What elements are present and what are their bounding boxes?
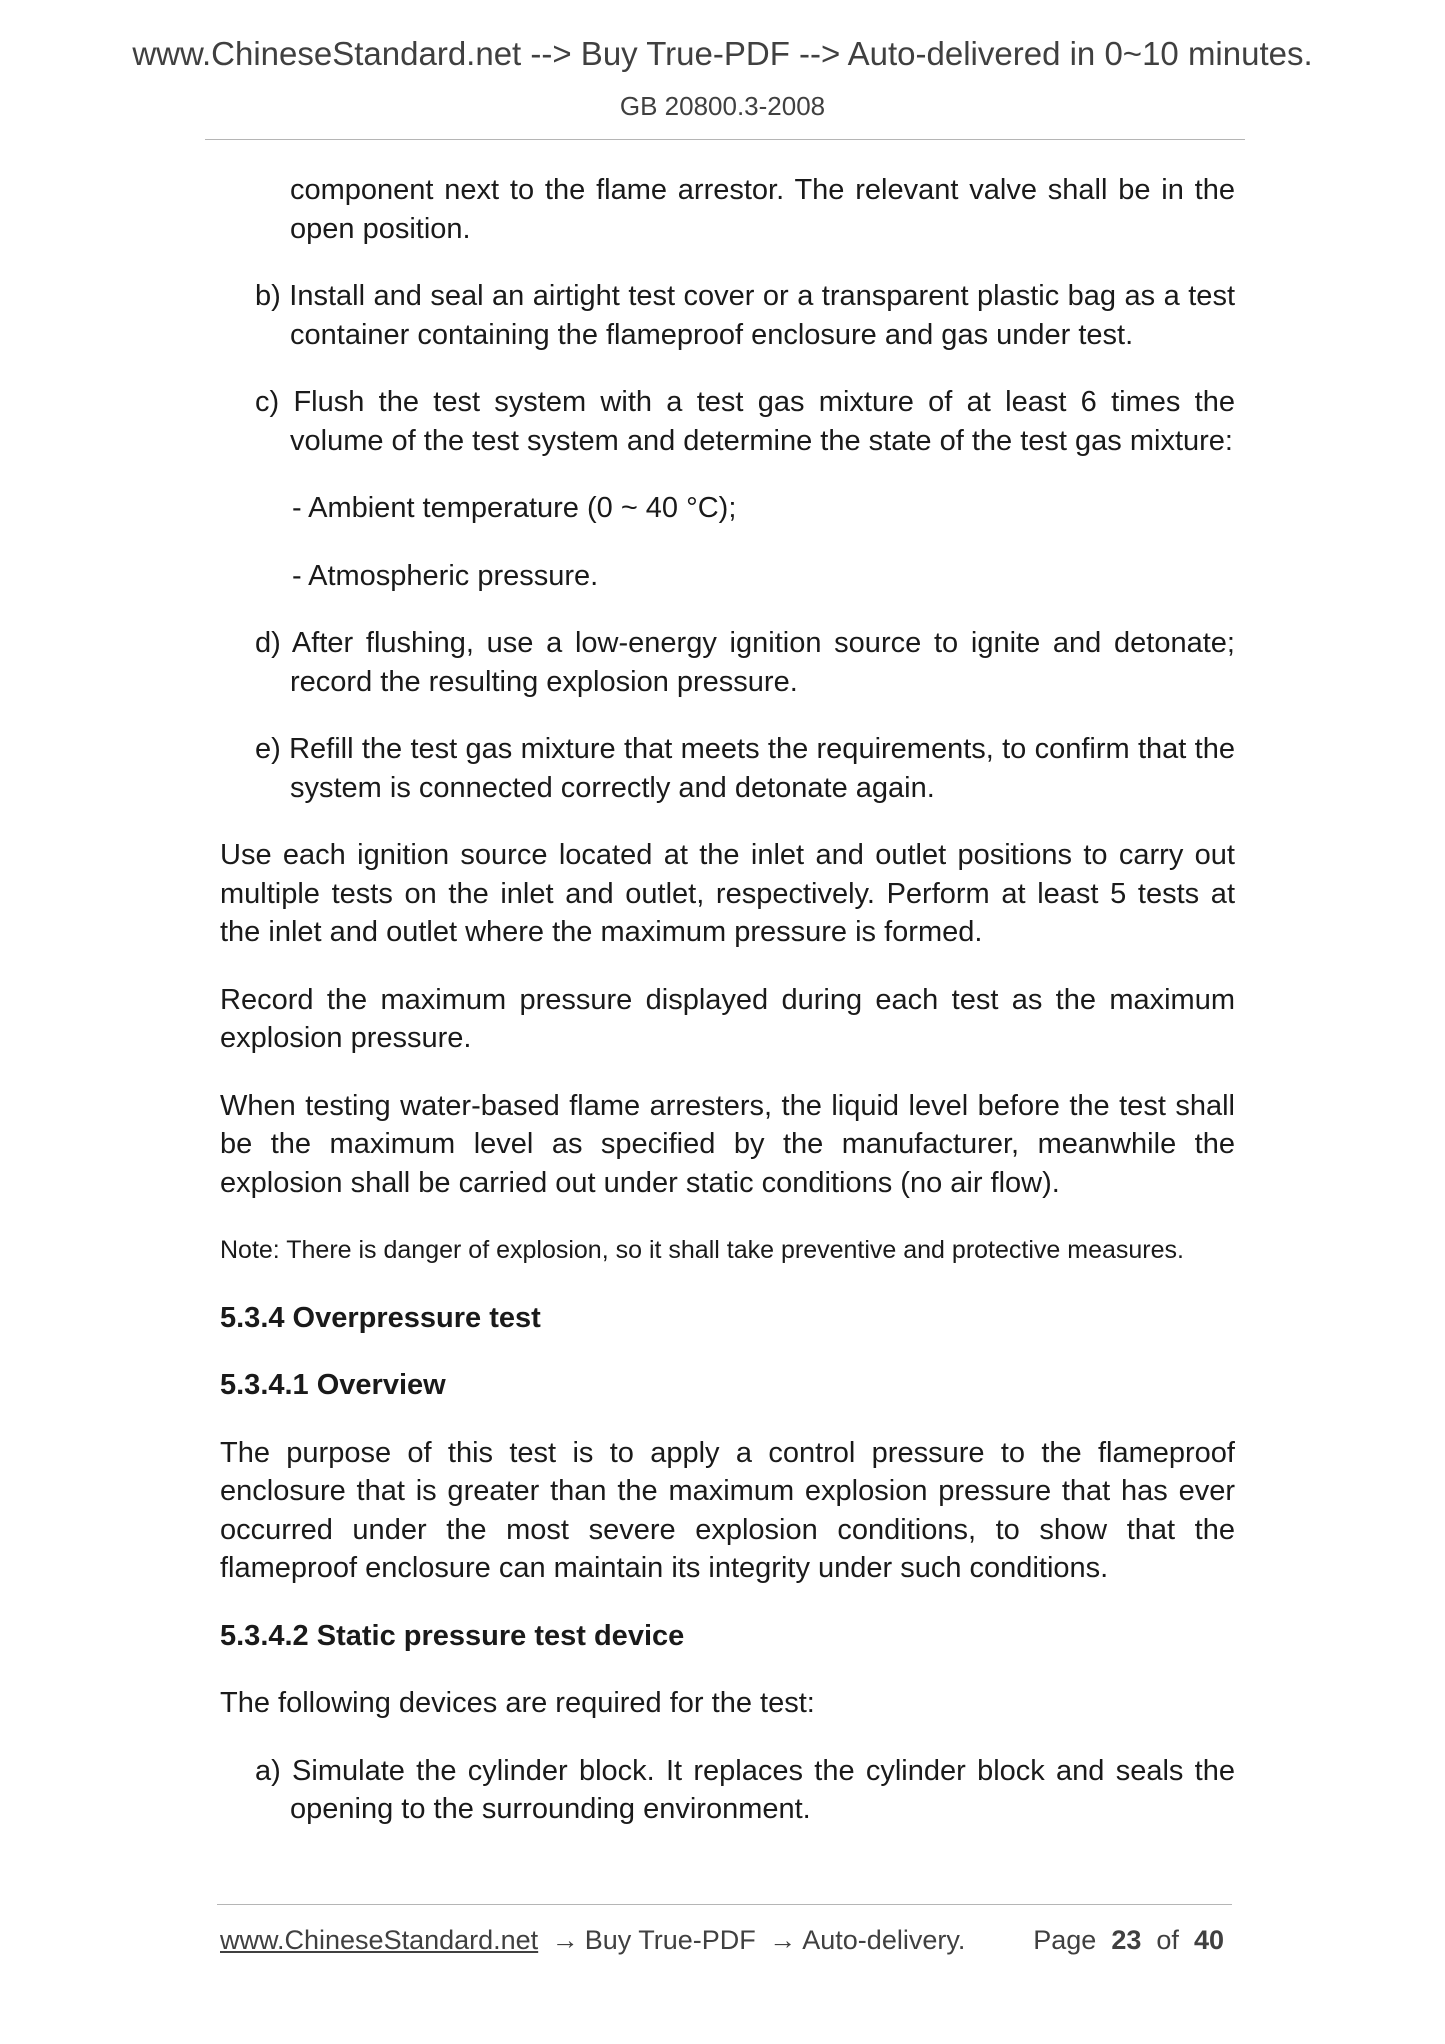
right-arrow-icon: → (769, 1925, 797, 1955)
list-item-e: e) Refill the test gas mixture that meets the requirements, to confirm that the system is connected correctly and detonate again. (255, 733, 1235, 804)
paragraph-record-pressure: Record the maximum pressure displayed during each test as the maximum explosion pressure. (220, 983, 1235, 1054)
note-explosion-danger: Note: There is danger of explosion, so it shall take preventive and protective measures. (220, 1236, 1184, 1264)
paragraph-devices-required: The following devices are required for the test: (220, 1687, 815, 1719)
list-item-c: c) Flush the test system with a test gas mixture of at least 6 times the volume of the test system and determine the state of the test gas mixture: (255, 386, 1235, 457)
section-heading-5-3-4-2: 5.3.4.2 Static pressure test device (220, 1619, 685, 1652)
right-arrow-icon: → (551, 1925, 579, 1955)
header-divider (205, 139, 1245, 140)
standard-code: GB 20800.3-2008 (619, 91, 826, 121)
footer-delivery-text: Auto-delivery. (802, 1925, 966, 1955)
footer-divider (217, 1904, 1232, 1905)
bullet-ambient-temperature: - Ambient temperature (0 ~ 40 °C); (292, 492, 737, 524)
page-of-label: of (1156, 1925, 1179, 1955)
footer-site-link[interactable]: www.ChineseStandard.net (220, 1925, 539, 1955)
page-label: Page (1033, 1925, 1097, 1955)
section-heading-5-3-4-1: 5.3.4.1 Overview (220, 1369, 446, 1401)
list-item-d: d) After flushing, use a low-energy ignition source to ignite and detonate; record the resulting explosion pressure. (255, 627, 1235, 698)
section-heading-5-3-4: 5.3.4 Overpressure test (220, 1301, 541, 1334)
list-item-a-continuation: component next to the flame arrestor. The relevant valve shall be in the open position. (290, 174, 1235, 245)
paragraph-water-based: When testing water-based flame arresters, the liquid level before the test shall be the maximum level as specified by the manufacturer, meanwhile the explosion shall be carried out under static conditions (no air flow). (220, 1089, 1235, 1199)
bullet-atmospheric-pressure: - Atmospheric pressure. (292, 559, 599, 592)
page-footer (220, 1922, 1232, 1958)
paragraph-ignition-tests: Use each ignition source located at the inlet and outlet positions to carry out multiple tests on the inlet and outlet, respectively. Perform at least 5 tests at the inlet and outlet where the maximum pressure is formed. (220, 839, 1235, 948)
paragraph-overview: The purpose of this test is to apply a control pressure to the flameproof enclosure that is greater than the maximum explosion pressure that has ever occurred under the most severe explosion conditions, to show that the flameproof enclosure can maintain its integrity under such conditions. (220, 1436, 1235, 1584)
list-item-b: b) Install and seal an airtight test cover or a transparent plastic bag as a test container containing the flameproof enclosure and gas under test. (255, 280, 1235, 351)
page-number: 23 (1111, 1925, 1142, 1955)
document-body (220, 171, 1235, 1829)
top-banner[interactable]: www.ChineseStandard.net --> Buy True-PDF --> Auto-delivered in 0~10 minutes. (132, 35, 1313, 72)
footer-buy-text: Buy True-PDF (584, 1925, 756, 1955)
list-item-a-cylinder: a) Simulate the cylinder block. It replaces the cylinder block and seals the opening to the surrounding environment. (255, 1754, 1235, 1825)
page-indicator (1033, 1922, 1224, 1958)
page-total: 40 (1193, 1925, 1224, 1955)
